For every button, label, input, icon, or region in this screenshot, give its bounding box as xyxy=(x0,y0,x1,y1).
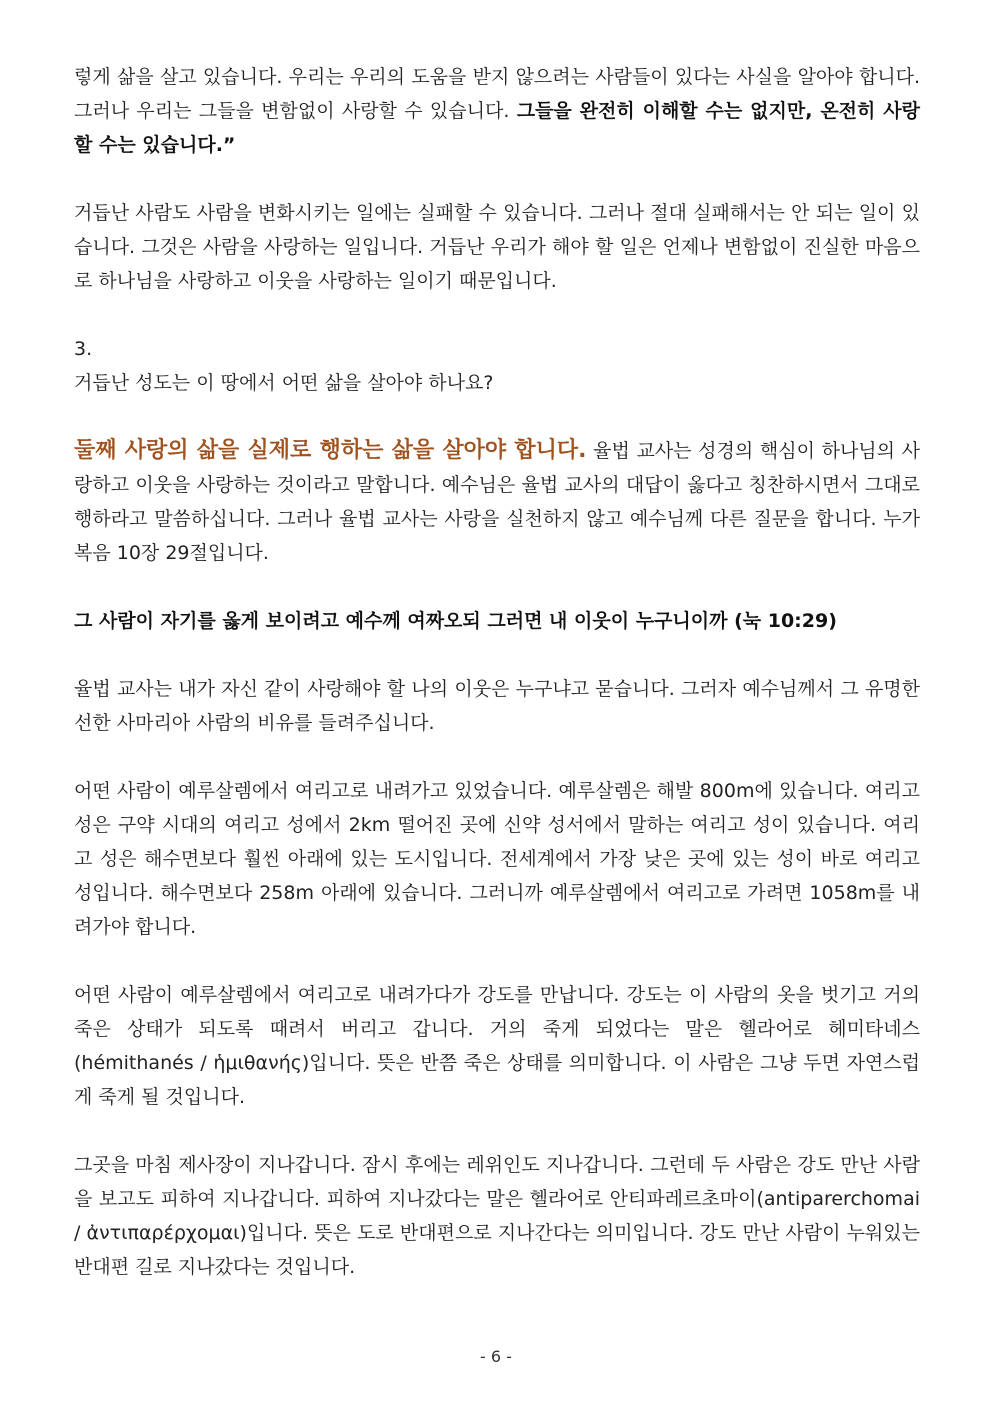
section-number: 3. xyxy=(74,338,93,360)
bible-verse: 그 사람이 자기를 옳게 보이려고 예수께 여짜오되 그러면 내 이웃이 누구니이까 (눅 10:29) xyxy=(74,610,837,632)
paragraph-3 xyxy=(74,434,920,570)
page-number: - 6 - xyxy=(480,1347,512,1366)
paragraph-2: 거듭난 사람도 사람을 변화시키는 일에는 실패할 수 있습니다. 그러나 절대 실패해서는 안 되는 일이 있습니다. 그것은 사람을 사랑하는 일입니다. 거듭난 우리가 해야 할 일은 언제나 변함없이 진실한 마음으로 하나님을 사랑하고 이웃을 사랑하는 일이기 때문입니다. xyxy=(74,202,921,292)
paragraph-1-text: 렇게 삶을 살고 있습니다. 우리는 우리의 도움을 받지 않으려는 사람들이 있다는 사실을 알아야 합니다. 그러나 우리는 그들을 변함없이 사랑할 수 있습니다. xyxy=(74,66,920,122)
paragraph-1 xyxy=(74,60,920,162)
paragraph-5: 어떤 사람이 예루살렘에서 여리고로 내려가고 있었습니다. 예루살렘은 해발 800m에 있습니다. 여리고 성은 구약 시대의 여리고 성에서 2km 떨어진 곳에 신약 성서에서 말하는 여리고 성이 있습니다. 여리고 성은 해수면보다 훨씬 아래에 있는 도시입니다. 전세계에서 가장 낮은 곳에 있는 성이 바로 여리고 성입니다. 해수면보다 258m 아래에 있습니다. 그러니까 예루살렘에서 여리고로 가려면 1058m를 내려가야 합니다. xyxy=(74,780,920,938)
page-body xyxy=(74,60,920,1284)
section-question: 거듭난 성도는 이 땅에서 어떤 삶을 살아야 하나요? xyxy=(74,372,494,394)
paragraph-7: 그곳을 마침 제사장이 지나갑니다. 잠시 후에는 레위인도 지나갑니다. 그런데 두 사람은 강도 만난 사람을 보고도 피하여 지나갑니다. 피하여 지나갔다는 말은 헬라어로 안티파레르초마이(antiparerchomai / ἀντιπαρέρχομαι)입니다. 뜻은 도로 반대편으로 지나간다는 의미입니다. 강도 만난 사람이 누워있는 반대편 길로 지나갔다는 것입니다. xyxy=(74,1154,920,1278)
section-heading: 둘째 사랑의 삶을 실제로 행하는 삶을 살아야 합니다. xyxy=(74,438,587,463)
paragraph-6: 어떤 사람이 예루살렘에서 여리고로 내려가다가 강도를 만납니다. 강도는 이 사람의 옷을 벗기고 거의 죽은 상태가 되도록 때려서 버리고 갑니다. 거의 죽게 되었다는 말은 헬라어로 헤미타네스(hémithanés / ἡμιθανής)입니다. 뜻은 반쯤 죽은 상태를 의미합니다. 이 사람은 그냥 두면 자연스럽게 죽게 될 것입니다. xyxy=(74,984,920,1108)
paragraph-3-text: 율법 교사는 성경의 핵심이 하나님의 사랑하고 이웃을 사랑하는 것이라고 말합니다. 예수님은 율법 교사의 대답이 옳다고 칭찬하시면서 그대로 행하라고 말씀하십니다. 그러나 율법 교사는 사랑을 실천하지 않고 예수님께 다른 질문을 합니다. 누가복음 10장 29절입니다. xyxy=(74,440,920,564)
paragraph-1-emphasis: 그들을 완전히 이해할 수는 없지만, 온전히 사랑할 수는 있습니다.” xyxy=(74,100,920,156)
paragraph-4: 율법 교사는 내가 자신 같이 사랑해야 할 나의 이웃은 누구냐고 묻습니다. 그러자 예수님께서 그 유명한 선한 사마리아 사람의 비유를 들려주십니다. xyxy=(74,678,920,734)
